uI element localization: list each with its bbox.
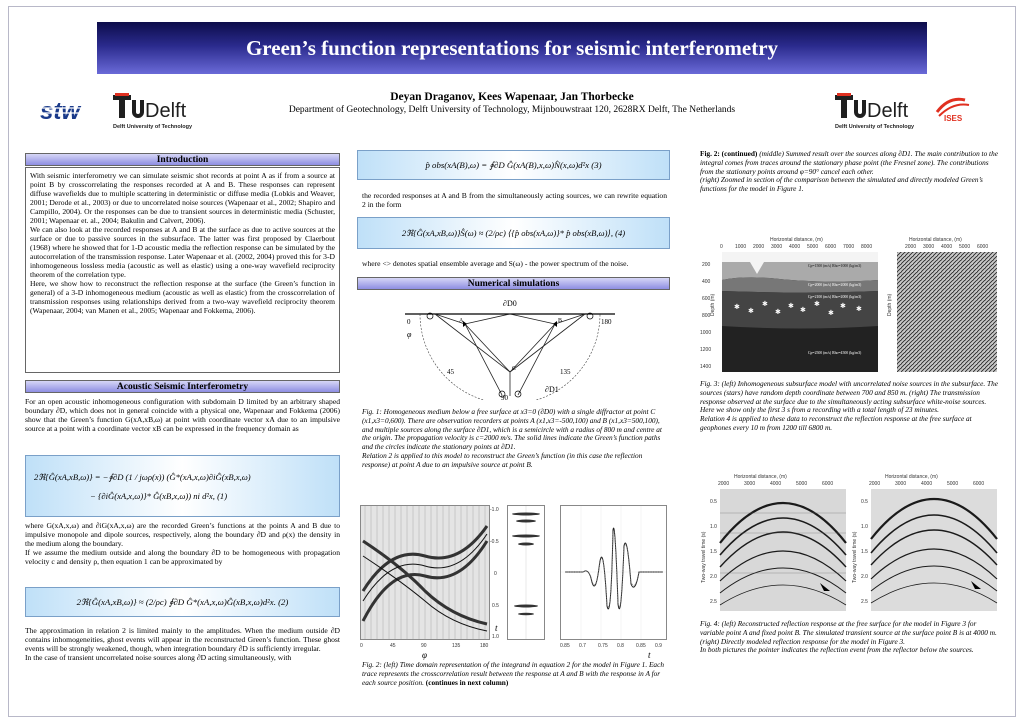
tudelft-logo-word: Delft <box>145 100 187 122</box>
svg-text:800: 800 <box>702 313 711 319</box>
svg-text:Two-way travel time (s): Two-way travel time (s) <box>852 531 858 583</box>
fig2-ytick: 0 <box>494 571 497 577</box>
figure-2-middle-plot <box>508 506 544 639</box>
tudelft-logo-left <box>110 90 210 132</box>
fig2-xtick: 180 <box>480 643 489 649</box>
equation-4-text: 2ℜ{Ĝ(xA,xB,ω)}Ŝ(ω) ≈ (2/ρc) ⟨{p̂ obs(xA,ω)}* p̂ obs(xB,ω)⟩, (4) <box>401 227 626 238</box>
figure-3-noise <box>885 236 999 372</box>
ises-logo <box>935 94 985 124</box>
acoustic-section <box>25 397 340 433</box>
figure-2-continued-caption <box>700 150 998 194</box>
fig3-layer-4: Cp=2500 (m/s) Rho=4500 (kg/m3) <box>808 351 862 355</box>
introduction-header-label: Introduction <box>156 155 209 165</box>
fig1-point-b: B <box>558 318 563 324</box>
poster-title: Green’s function representations for seismic interferometry <box>245 35 779 60</box>
acoustic-header-label: Acoustic Seismic Interferometry <box>116 382 249 392</box>
figure-3-caption-text-2: Relation 4 is applied to these data to reconstruct the reflection response at the free surface at geophones every 10 m from 1200 till 6800 m. <box>700 414 972 432</box>
fig3-ylabel: Depth (m) <box>710 293 716 316</box>
figure-2-right-xaxis <box>560 640 670 660</box>
svg-text:✱: ✱ <box>814 300 820 308</box>
numerical-header <box>357 277 670 290</box>
fig2-phi-label: φ <box>422 650 427 660</box>
figure-2-middle <box>507 505 545 640</box>
svg-text:3000: 3000 <box>744 481 756 487</box>
figure-1-caption <box>362 408 667 470</box>
equation-4 <box>357 217 670 249</box>
equation-1 <box>25 455 340 517</box>
svg-text:3000: 3000 <box>923 244 935 250</box>
svg-text:1200: 1200 <box>700 347 712 353</box>
svg-text:4000: 4000 <box>941 244 953 250</box>
acoustic-paragraph-1: For an open acoustic inhomogeneous configuration with subdomain D limited by an arbitrary shaped boundary ∂D, which does not in general coincide with a physical one, Wapenaar and Fokkema (2006) show that the Green’s function G(xA,xB,ω) at point with coordinate vector xA due to an impulsive source at a point with a coordinate vector xB can be expressed in the frequency domain as <box>25 397 340 433</box>
fig2-xtick: 135 <box>452 643 461 649</box>
svg-text:4000: 4000 <box>921 481 933 487</box>
fig3-layer-3: Cp=2100 (m/s) Rho=2000 (kg/m3) <box>808 295 862 299</box>
svg-text:400: 400 <box>702 279 711 285</box>
svg-text:2000: 2000 <box>753 244 765 250</box>
svg-text:✱: ✱ <box>748 307 754 315</box>
acoustic-paragraph-2: where G(xA,x,ω) and ∂iG(xA,x,ω) are the recorded Green’s functions at the points A and B due to impulsive monopole and dipole sources, respectively, along the boundary ∂D and ρ(x) the density in the medium along the boundary. <box>25 521 340 548</box>
fig2-ytick: -1.0 <box>490 507 499 513</box>
svg-text:200: 200 <box>702 262 711 268</box>
figure-2-left <box>360 505 490 640</box>
figure-2-caption-text: Fig. 2: (left) Time domain representation of the integrand in equation 2 for the model in Figure 1. Each trace represents the crosscorrelation result between the response at A and B with the response in A for each source position. <box>362 660 664 687</box>
svg-text:8000: 8000 <box>861 244 873 250</box>
svg-text:1.0: 1.0 <box>861 524 868 530</box>
ises-logo-graphic <box>935 94 985 124</box>
acoustic-paragraph-4: The approximation in relation 2 is limited mainly to the amplitudes. When the medium outside ∂D contains inhomogeneities, ghost events will appear in the reconstructed Green’s function. These ghost events will be strongly weakened, though, when integration boundary ∂D is sufficiently irregular. <box>25 626 340 653</box>
svg-text:5000: 5000 <box>796 481 808 487</box>
svg-text:1.0: 1.0 <box>710 524 717 530</box>
middle-paragraph-2: where <> denotes spatial ensemble average and S(ω) - the power spectrum of the noise. <box>362 259 629 268</box>
svg-text:✱: ✱ <box>734 303 740 311</box>
figure-2-t-label <box>495 618 505 633</box>
svg-text:2000: 2000 <box>718 481 730 487</box>
introduction-box <box>25 167 340 373</box>
acoustic-section-2 <box>25 521 340 566</box>
stw-logo-graphic <box>38 96 100 126</box>
svg-text:✱: ✱ <box>856 305 862 313</box>
figure-2-caption <box>362 661 667 687</box>
fig1-angle-45: 45 <box>447 368 454 376</box>
figure-2-continued-title: Fig. 2: (continued) <box>700 149 758 158</box>
figure-3-caption-text: Fig. 3: (left) Inhomogeneous subsurface model with uncorrelated noise sources in the subsurface. The sources (stars) have random depth coordinate between 700 and 850 m. (right) The transmission response observed at the surface due to the simultaneously acting subsurface white-noise sources. Here we show only the first 3 s from a recording with a total length of 23 minutes. <box>700 379 998 415</box>
acoustic-section-3 <box>25 626 340 662</box>
fig3-right-ylabel: Depth (m) <box>887 293 893 316</box>
fig2-xtick: 90 <box>421 643 427 649</box>
authors: Deyan Draganov, Kees Wapenaar, Jan Thorbecke <box>390 91 634 103</box>
figure-1-caption-text-2: Relation 2 is applied to this model to reconstruct the Green’s function (in this case the reflection response) at point A due to an impulsive source at point B. <box>362 450 643 469</box>
fig4-ylabel: Two-way travel time (s) <box>701 531 707 583</box>
figure-3-model <box>700 236 880 372</box>
introduction-header <box>25 153 340 166</box>
acoustic-header <box>25 380 340 393</box>
figure-3-caption <box>700 380 998 433</box>
fig1-phi: φ <box>407 330 412 339</box>
svg-text:2.5: 2.5 <box>710 599 717 605</box>
svg-text:Delft: Delft <box>867 100 909 122</box>
svg-text:4000: 4000 <box>770 481 782 487</box>
equation-2 <box>25 587 340 617</box>
equation-1-line-2: − {∂iĜ(xA,x,ω)}* Ĝ(xB,x,ω)) ni d²x, (1) <box>90 490 228 501</box>
svg-text:600: 600 <box>702 296 711 302</box>
fig2-right-t-label: t <box>648 650 651 660</box>
equation-3-text: p̂ obs(xA(B),ω) = ∮∂D Ĝ(xA(B),x,ω)N̂(x,ω)d²x (3) <box>425 159 602 170</box>
ises-logo-text: ISES <box>944 114 963 123</box>
fig2-right-xtick: 0.85 <box>636 643 646 649</box>
stw-logo <box>38 96 100 126</box>
svg-text:✱: ✱ <box>788 302 794 310</box>
intro-paragraph-1: With seismic interferometry we can simulate seismic shot records at point A as if from a source at point B by crosscorrelating the responses recorded at A and B. These responses can represent diffuse wavefields due to multiple scattering in deterministic or diffuse media (Lobkis and Weaver, 2001; Derode et al., 2003) or due to uncorrelated noise sources (Wapenaar et al., 2002; Shapiro and Campillo, 2004). Or the responses can be due to transient sources in deterministic media (Schuster, 2001; Wapenaar et. al., 2004; Bakulin and Calvert, 2006). <box>30 171 335 225</box>
svg-text:1000: 1000 <box>700 330 712 336</box>
figure-2-continued-text-2: (right) Zoomed in section of the comparison between the simulated and directly modeled Green’s functions for the model in Figure 1. <box>700 175 983 194</box>
figure-4-caption-text-3: In both pictures the pointer indicates the reflection event from the reflector below the sources. <box>700 645 974 655</box>
figure-4-direct <box>851 473 999 613</box>
fig3-xticks <box>720 244 872 250</box>
figure-2-caption-continues: (continues in next column) <box>425 677 509 687</box>
svg-text:6000: 6000 <box>822 481 834 487</box>
svg-text:2.0: 2.0 <box>710 574 717 580</box>
svg-text:1000: 1000 <box>735 244 747 250</box>
equation-2-text: 2ℜ{Ĝ(xA,xB,ω)} ≈ (2/ρc) ∮∂D Ĝ*(xA,x,ω)Ĝ(xB,x,ω)d²x. (2) <box>76 596 289 607</box>
svg-text:Delft University of Technology: Delft University of Technology <box>835 124 915 130</box>
fig1-point-c: C <box>512 366 517 372</box>
fig1-angle-90: 90 <box>501 394 508 400</box>
equation-1-line-1: 2ℜ{Ĝ(xA,xB,ω)} = −∮∂D (1 / jωρ(x)) (Ĝ*(xA,x,ω)∂iĜ(xB,x,ω) <box>34 471 251 482</box>
figure-2-right <box>560 505 667 640</box>
figure-4-caption-text-2: (right) Directly modeled reflection response for the model in Figure 3. <box>700 636 906 646</box>
svg-text:✱: ✱ <box>840 302 846 310</box>
acoustic-paragraph-3: If we assume the medium outside and along the boundary ∂D to be homogeneous with propagation velocity c and density ρ, then equation 1 can be approximated by <box>25 548 340 566</box>
svg-text:0.5: 0.5 <box>710 499 717 505</box>
middle-text-2 <box>362 259 667 268</box>
figure-1-caption-text: Fig. 1: Homogeneous medium below a free surface at x3=0 (∂D0) with a single diffractor at point C (x1,x3=0,600). There are observation recorders at points A (x1,x3=-500,100) and B (x1,x3=500,100), and multiple sources along the surface ∂D1, which is a semicircle with a radius of 800 m and centre at the origin. The propagation velocity is c=2000 m/s. The solid lines indicate the Green’s function paths and the circles indicate the stationary points at ∂D1. <box>362 407 662 452</box>
middle-paragraph-1: the recorded responses at A and B from the simultaneously acting sources, we can rewrite equation 2 in the form <box>362 191 667 209</box>
figure-2-right-plot <box>561 506 666 639</box>
figure-4-caption <box>700 620 998 655</box>
svg-text:0.5: 0.5 <box>861 499 868 505</box>
intro-paragraph-2: We can also look at the recorded responses at A and B at the surface as due to active sources at the surface or due to passive sources in the subsurface. The latter was first proposed by Claerbout (1968) where he showed that for 1-D acoustic media the reflection response can be simulated by the autocorrelation of the transmission response. Later Wapenaar et al. (2002, 2004) proved this for 3-D inhomogeneous lossless media (acoustic as well as elastic) using a one-way wavefield reciprocity theorem of the correlation type. <box>30 225 335 279</box>
fig1-angle-0: 0 <box>407 318 411 326</box>
intro-paragraph-3: Here, we show how to reconstruct the reflection response at the surface (the Green’s function in general) of a 3-D inhomogeneous medium (acoustic as well as elastic) from the crosscorrelation of transmission responses using relationships derived from a two-way wavefield reciprocity theorem (Wapenaar, 2004; van Manen et al., 2005; Wapenaar and Fokkema, 2006). <box>30 279 335 315</box>
fig1-angle-180: 180 <box>601 318 612 326</box>
fig2-right-xtick: 0.85 <box>560 643 570 649</box>
svg-text:6000: 6000 <box>825 244 837 250</box>
numerical-header-label: Numerical simulations <box>467 279 560 289</box>
svg-text:0: 0 <box>720 244 723 250</box>
figure-2-left-plot <box>361 506 489 639</box>
figure-3-right <box>885 236 999 372</box>
svg-text:2000: 2000 <box>905 244 917 250</box>
svg-text:7000: 7000 <box>843 244 855 250</box>
tudelft-logo-graphic <box>110 90 210 132</box>
svg-text:1.5: 1.5 <box>710 549 717 555</box>
svg-text:4000: 4000 <box>789 244 801 250</box>
figure-4-left <box>700 473 848 613</box>
figure-1 <box>395 292 625 400</box>
figure-4-caption-text: Fig. 4: (left) Reconstructed reflection response at the free surface for the model in Figure 3 for variable point A and fixed point B. The simulated transient source at the surface point B is at 4000 m. <box>700 619 997 637</box>
middle-text-1 <box>362 191 667 209</box>
svg-text:3000: 3000 <box>771 244 783 250</box>
tudelft-logo-right <box>832 90 932 132</box>
fig3-right-axis-top: Horizontal distance, (m) <box>909 237 962 243</box>
svg-text:5000: 5000 <box>959 244 971 250</box>
fig3-layer-2: Cp=2000 (m/s) Rho=2000 (kg/m3) <box>808 283 862 287</box>
fig2-xtick: 45 <box>390 643 396 649</box>
fig2-xtick: 0 <box>360 643 363 649</box>
fig1-label-bottom-boundary: ∂D1 <box>545 385 559 394</box>
fig2-right-xtick: 0.8 <box>617 643 624 649</box>
figure-2-right-xaxis-svg <box>560 640 670 660</box>
fig4-axis-top: Horizontal distance, (m) <box>734 474 787 480</box>
figure-4-right <box>851 473 999 613</box>
svg-text:6000: 6000 <box>977 244 989 250</box>
figure-2-continued-text: (middle) Summed result over the sources along ∂D1. The main contribution to the integral comes from traces around the stationary phase point (the Fresnel zone). The contributions from the stationary points around φ=90° cancel each other. <box>700 149 998 176</box>
fig2-ytick: -0.5 <box>490 539 499 545</box>
svg-text:2.0: 2.0 <box>861 574 868 580</box>
fig1-angle-135: 135 <box>560 368 571 376</box>
svg-text:✱: ✱ <box>800 306 806 314</box>
fig3-axis-top: Horizontal distance, (m) <box>770 237 823 243</box>
svg-text:✱: ✱ <box>762 300 768 308</box>
figure-2-left-xaxis-svg <box>360 640 490 660</box>
equation-3 <box>357 150 670 180</box>
fig2-ytick: 0.5 <box>492 603 499 609</box>
svg-text:5000: 5000 <box>807 244 819 250</box>
tudelft-logo-sub: Delft University of Technology <box>113 124 193 130</box>
figure-4-reconstructed <box>700 473 848 613</box>
fig2-right-xtick: 0.7 <box>579 643 586 649</box>
svg-text:1.5: 1.5 <box>861 549 868 555</box>
figure-3-left <box>700 236 880 372</box>
figure-1-diagram <box>395 292 625 400</box>
svg-text:Horizontal distance, (m): Horizontal distance, (m) <box>885 474 938 480</box>
svg-text:3000: 3000 <box>895 481 907 487</box>
svg-text:✱: ✱ <box>828 309 834 317</box>
figure-2-left-xaxis <box>360 640 490 660</box>
svg-text:✱: ✱ <box>775 308 781 316</box>
svg-text:2000: 2000 <box>869 481 881 487</box>
fig1-label-top-boundary: ∂D0 <box>503 299 517 308</box>
fig1-point-a: A <box>459 318 464 324</box>
svg-text:2.5: 2.5 <box>861 599 868 605</box>
svg-text:6000: 6000 <box>973 481 985 487</box>
affiliation: Department of Geotechnology, Delft University of Technology, Mijnbouwstraat 120, 2628RX Delft, The Netherlands <box>288 105 736 115</box>
stw-logo-text: stw <box>40 98 81 125</box>
fig2-ytick: 1.0 <box>492 634 499 640</box>
title-banner <box>97 22 927 74</box>
tudelft-logo-graphic-right <box>832 90 932 132</box>
fig2-right-xtick: 0.9 <box>655 643 662 649</box>
fig2-t-label: t <box>495 623 498 633</box>
svg-text:5000: 5000 <box>947 481 959 487</box>
fig3-layer-1: Cp=1500 (m/s) Rho=1000 (kg/m3) <box>808 264 862 268</box>
acoustic-paragraph-5: In the case of transient uncorrelated noise sources along ∂D acting simultaneously, with <box>25 653 292 662</box>
fig2-right-xtick: 0.75 <box>598 643 608 649</box>
svg-text:1400: 1400 <box>700 364 712 370</box>
